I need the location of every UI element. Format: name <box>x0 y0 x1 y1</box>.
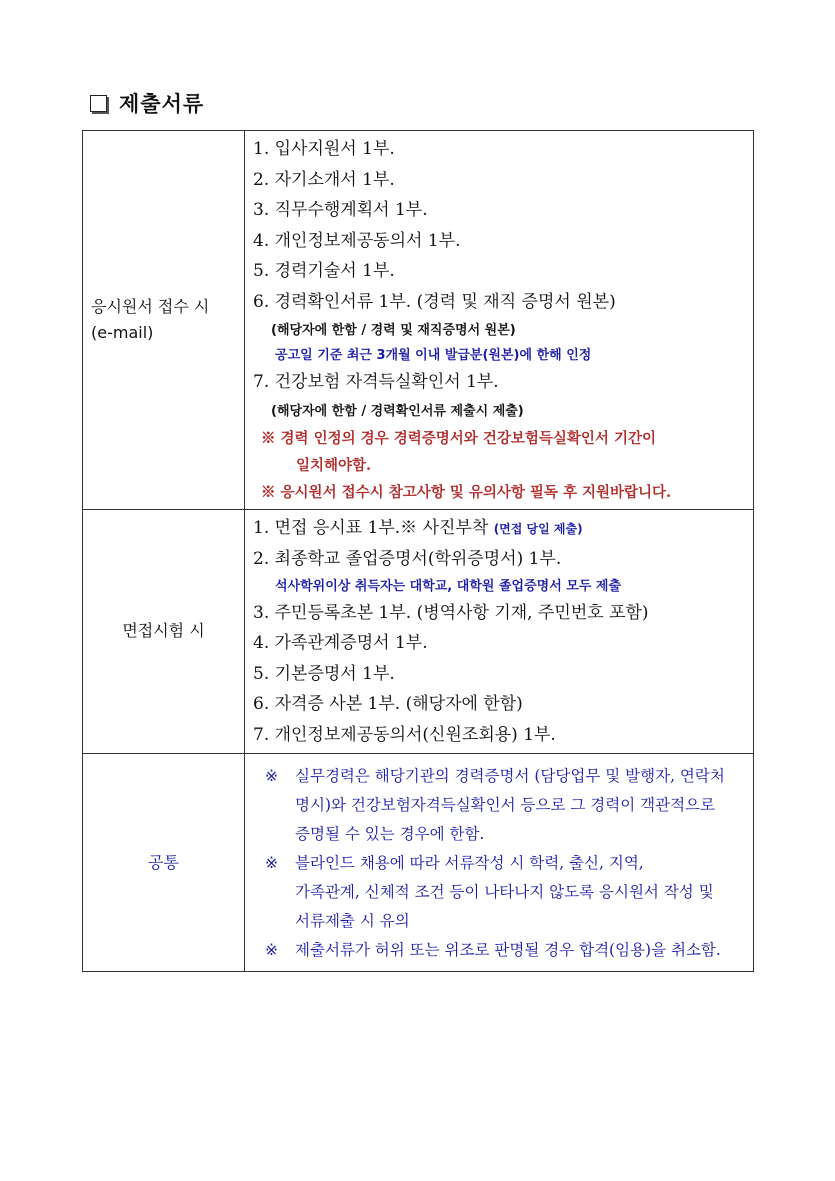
warning-career <box>253 425 745 479</box>
list-item: 4. 가족관계증명서 1부. <box>253 633 428 653</box>
common-content-cell <box>245 754 754 972</box>
list-item: 2. 최종학교 졸업증명서(학위증명서) 1부. <box>253 549 562 569</box>
list-item: 7. 건강보험 자격득실확인서 1부. <box>253 372 499 392</box>
application-content-cell <box>245 131 754 510</box>
note-health-insurance: (해당자에 한함 / 경력확인서류 제출시 제출) <box>271 403 524 419</box>
warning-career-line2: 일치해야함. <box>296 456 372 474</box>
list-item: 5. 경력기술서 1부. <box>253 261 395 281</box>
interview-item-1: 1. 면접 응시표 1부.※ 사진부착 <box>253 517 489 538</box>
list-item <box>253 513 745 545</box>
reference-mark-icon: ※ <box>265 941 278 959</box>
warning-read-notes: ※ 응시원서 접수시 참고사항 및 유의사항 필독 후 지원바랍니다. <box>261 483 672 501</box>
list-item: 3. 주민등록초본 1부. (병역사항 기재, 주민번호 포함) <box>253 602 649 623</box>
note-applicable: (해당자에 한함 / 경력 및 재직증명서 원본) <box>271 323 516 338</box>
list-item: 1. 입사지원서 1부. <box>253 139 395 159</box>
list-item: 3. 직무수행계획서 1부. <box>253 200 428 220</box>
interview-label: 면접시험 시 <box>83 509 245 754</box>
interview-item-1-note: (면접 당일 제출) <box>493 521 583 536</box>
application-label-email: (e-mail) <box>91 322 154 342</box>
list-item: 6. 경력확인서류 1부. (경력 및 재직 증명서 원본) <box>253 291 616 312</box>
section-heading <box>90 86 204 120</box>
list-item: 4. 개인정보제공동의서 1부. <box>253 230 461 251</box>
checkbox-icon <box>90 95 107 112</box>
common-note: ※ 실무경력은 해당기관의 경력증명서 (담당업무 및 발행자, 연락처 명시)와 건강보험자격득실확인서 등으로 그 경력이 객관적으로 증명될 수 있는 경우에 한함. <box>253 762 745 849</box>
list-item: 7. 개인정보제공동의서(신원조회용) 1부. <box>253 724 556 745</box>
list-item: 6. 자격증 사본 1부. (해당자에 한함) <box>253 694 523 714</box>
table-row-application <box>83 131 754 510</box>
reference-mark-icon: ※ <box>265 854 278 872</box>
common-note: ※ 블라인드 채용에 따라 서류작성 시 학력, 출신, 지역, 가족관계, 신체적 조건 등이 나타나지 않도록 응시원서 작성 및 서류제출 시 유의 <box>253 849 745 936</box>
page-title: 제출서류 <box>119 92 205 116</box>
interview-content-cell <box>245 509 754 754</box>
note-graduate: 석사학위이상 취득자는 대학교, 대학원 졸업증명서 모두 제출 <box>275 578 622 594</box>
common-label: 공통 <box>83 754 245 972</box>
reference-mark-icon: ※ <box>265 767 278 785</box>
list-item: 2. 자기소개서 1부. <box>253 169 395 190</box>
common-note: ※ 제출서류가 허위 또는 위조로 판명될 경우 합격(임용)을 취소함. <box>253 936 745 965</box>
table-row-common <box>83 754 754 972</box>
application-label: 응시원서 접수 시 <box>91 296 210 316</box>
warning-career-line1: ※ 경력 인정의 경우 경력증명서와 건강보험득실확인서 기간이 <box>261 429 656 447</box>
note-issue-date: 공고일 기준 최근 3개월 이내 발급분(원본)에 한해 인정 <box>275 348 592 363</box>
list-item: 5. 기본증명서 1부. <box>253 663 395 684</box>
table-row-interview <box>83 509 754 754</box>
documents-table <box>82 130 754 972</box>
application-label-cell <box>83 131 245 510</box>
